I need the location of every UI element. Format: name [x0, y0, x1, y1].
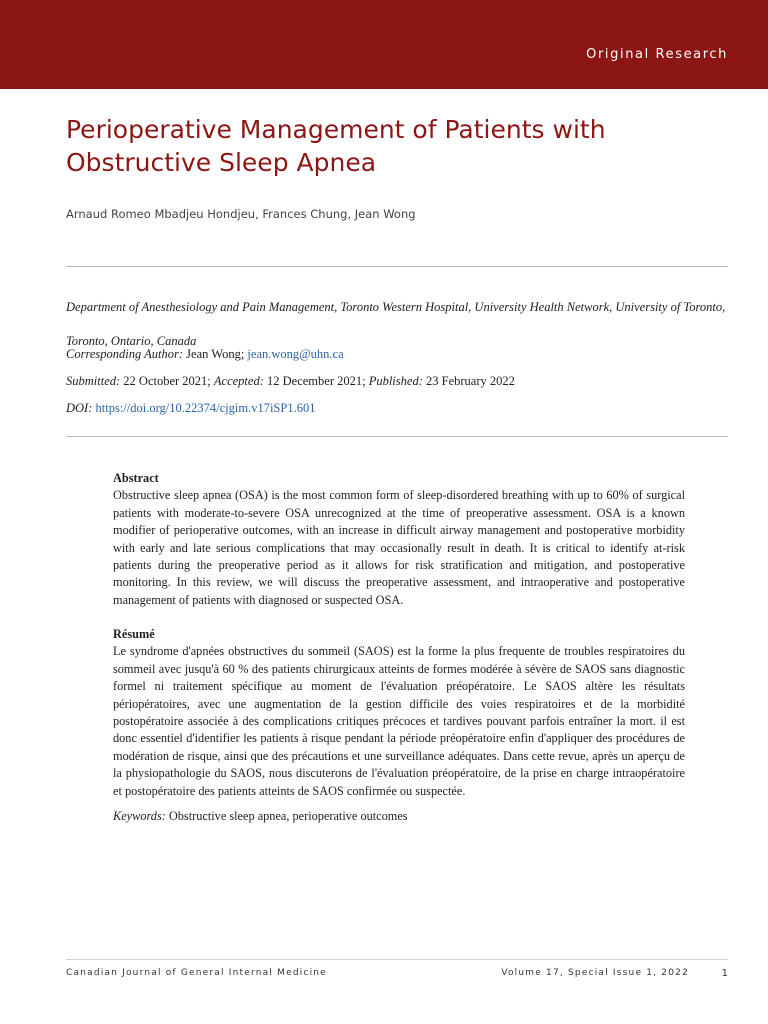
keywords — [113, 808, 685, 825]
published-label: Published: — [368, 374, 423, 388]
submitted-date: 22 October 2021; — [123, 374, 211, 388]
affiliation-text: Department of Anesthesiology and Pain Management, Toronto Western Hospital, University Health Network, University of Toronto, Toronto, Ontario, Canada — [66, 300, 726, 348]
published-date: 23 February 2022 — [426, 374, 515, 388]
abstract-text: Obstructive sleep apnea (OSA) is the most common form of sleep-disordered breathing with up to 60% of surgical patients with moderate-to-severe OSA unrecognized at the time of preoperative assessment. OSA is a known modifier of perioperative outcomes, with an increase in difficult airway management and postoperative morbidity with early and late serious complications that may occasionally result in death. It is critical to identify at-risk patients during the preoperative period as it allows for risk stratification and mitigation, and postoperative monitoring. In this review, we will discuss the preoperative assessment, and intraoperative and postoperative management of patients with diagnosed or suspected OSA. — [113, 488, 685, 607]
abstract-section — [113, 470, 685, 609]
keywords-text: Obstructive sleep apnea, perioperative outcomes — [168, 809, 408, 823]
article-type-label: Original Research — [586, 47, 728, 62]
corresponding-author — [66, 346, 736, 363]
resume-heading: Résumé — [113, 627, 155, 641]
footer-journal: Canadian Journal of General Internal Medicine — [66, 968, 327, 978]
footer-issue: Volume 17, Special Issue 1, 2022 — [501, 968, 689, 978]
abstract-heading: Abstract — [113, 471, 159, 485]
resume-section — [113, 626, 685, 800]
divider-bottom — [66, 436, 728, 437]
doi-label: DOI: — [66, 401, 93, 415]
keywords-label: Keywords: — [113, 809, 166, 823]
header-banner — [0, 0, 768, 89]
page-number: 1 — [721, 968, 728, 979]
author-list: Arnaud Romeo Mbadjeu Hondjeu, Frances Chung, Jean Wong — [66, 207, 416, 221]
footer-divider — [66, 959, 728, 960]
divider-top — [66, 266, 728, 267]
accepted-date: 12 December 2021; — [267, 374, 366, 388]
submitted-label: Submitted: — [66, 374, 121, 388]
corresponding-email-link[interactable]: jean.wong@uhn.ca — [247, 347, 344, 361]
resume-text: Le syndrome d'apnées obstructives du sommeil (SAOS) est la forme la plus frequente de troubles respiratoires du sommeil avec jusqu'à 60 % des patients chirurgicaux atteints de formes modérée à sévère de SAOS sans diagnostic formel ni traitement spécifique au moment de l'évaluation préopératoire. Le SAOS altère les résultats périopératoires, avec une augmentation de la gestion difficile des voies respiratoires et de la morbidité postopératoire associée à des complications critiques précoces et tardives pouvant parfois entraîner la mort. il est donc essentiel d'identifier les patients à risque pendant la période préopératoire enfin d'appliquer des procédures de modération de risque, ainsi que des précautions et une surveillance adéquates. Dans cette revue, après un aperçu de la physiopathologie du SAOS, nous discuterons de l'évaluation préopératoire, de la prise en charge intraopératoire et postopératoire des patients atteints de SAOS confirmée ou suspectée. — [113, 644, 685, 798]
doi-line — [66, 400, 736, 417]
accepted-label: Accepted: — [213, 374, 264, 388]
corresponding-name: Jean Wong; — [186, 347, 245, 361]
publication-dates — [66, 373, 736, 390]
doi-link[interactable]: https://doi.org/10.22374/cjgim.v17iSP1.601 — [95, 401, 316, 415]
article-title: Perioperative Management of Patients with Obstructive Sleep Apnea — [66, 115, 606, 177]
corresponding-label: Corresponding Author: — [66, 347, 184, 361]
